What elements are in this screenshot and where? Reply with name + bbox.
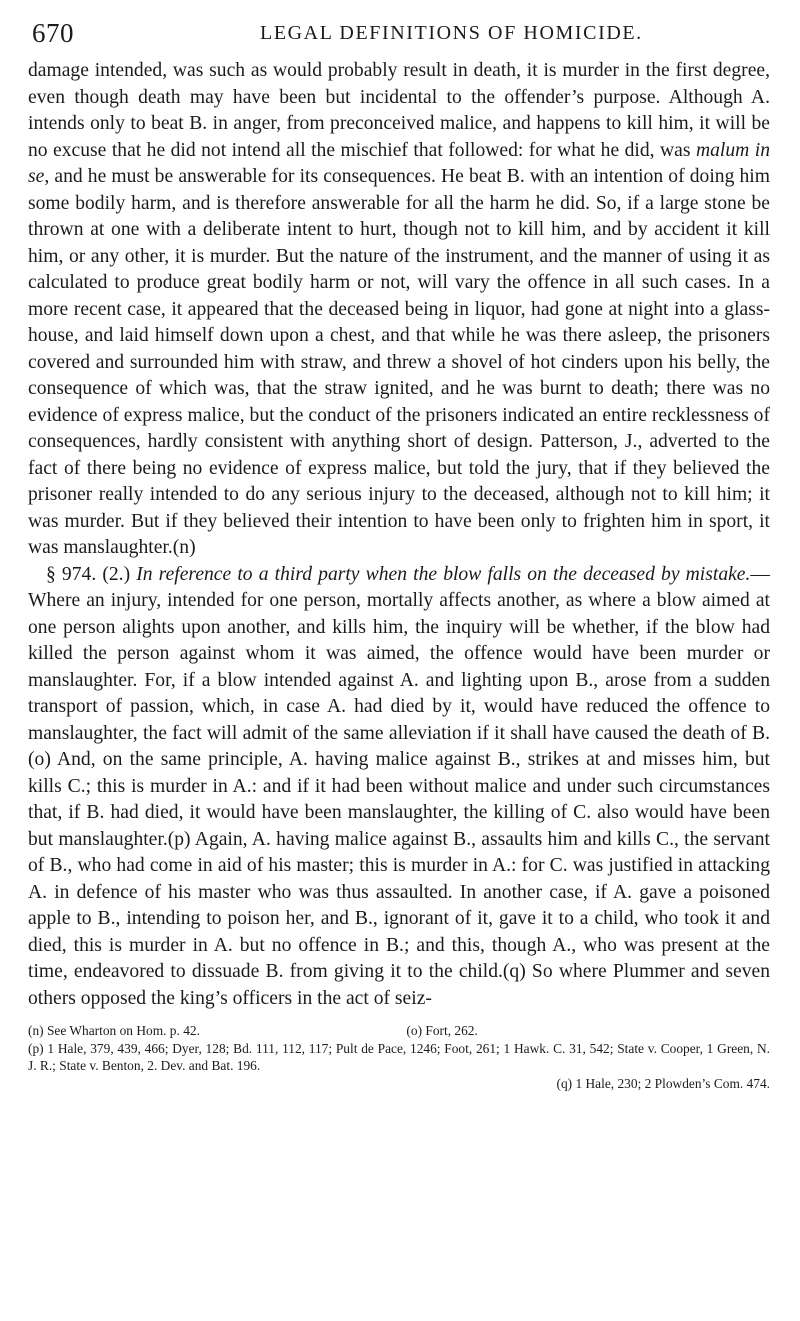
body-text	[28, 58, 770, 1012]
paragraph-1-text: damage intended, was such as would probably result in death, it is murder in the first degree, even though death may have been but incidental to the offender’s purpose. Although A. intends only to beat B. in anger, from preconceived malice, and happens to kill him, it will be no excuse that he did not intend all the mischief that followed: for what he did, was	[28, 60, 770, 161]
section-heading: In reference to a third party when the blow falls on the deceased by mistake.	[136, 563, 751, 585]
book-page	[28, 18, 770, 1092]
footnote-o: (o) Fort, 262.	[406, 1023, 478, 1038]
running-head: LEGAL DEFINITIONS OF HOMICIDE.	[260, 22, 643, 44]
page-number: 670	[32, 18, 74, 48]
paragraph-1-rest: , and he must be answerable for its consequences. He beat B. with an intention of doing him some bodily harm, and is therefore answerable for all the harm he did. So, if a large stone be thrown at one with a deliberate intent to hurt, though not to kill him, and by accident it kill him, or any other, it is murder. But the nature of the instrument, and the manner of using it as calculated to produce great bodily harm or not, will vary the offence in all such cases. In a more recent case, it appeared that the deceased being in liquor, had gone at night into a glass-house, and laid himself down upon a chest, and that while he was there asleep, the prisoners covered and surrounded him with straw, and threw a shovel of hot cinders upon his belly, the consequence of which was, that the straw ignited, and he was burnt to death; there was no evidence of express malice, but the conduct of the prisoners indicated an entire recklessness of consequences, hardly consistent with anything short of design. Patterson, J., adverted to the fact of there being no evidence of express malice, but told the jury, that if they believed the prisoner really intended to do any serious injury to the deceased, although not to kill him; it was murder. But if they believed their intention to have been only to frighten him in sport, it was manslaughter.(n)	[28, 166, 770, 558]
footnote-p: (p) 1 Hale, 379, 439, 466; Dyer, 128; Bd. 111, 112, 117; Pult de Pace, 1246; Foot, 261; 1 Hawk. C. 31, 542; State v. Cooper, 1 Green, N. J. R.; State v. Benton, 2. Dev. and Bat. 196.	[28, 1040, 770, 1073]
page-header	[28, 18, 770, 58]
footnote-n: (n) See Wharton on Hom. p. 42.	[28, 1023, 200, 1038]
latin-phrase: malum in se	[28, 139, 770, 187]
footnote-q: (q) 1 Hale, 230; 2 Plowden’s Com. 474.	[556, 1075, 770, 1091]
footnotes	[28, 1022, 770, 1092]
paragraph-1	[28, 58, 770, 562]
paragraph-2-text: —Where an injury, intended for one person, mortally affects another, as where a blow aimed at one person alights upon another, and kills him, the inquiry will be whether, if the blow had killed the person against whom it was aimed, the offence would have been murder or manslaughter. For, if a blow intended against A. and lighting upon B., arose from a sudden transport of passion, which, in case A. had died by it, would have reduced the offence to manslaughter, the fact will admit of the same alleviation if it shall have caused the death of B.(o) And, on the same principle, A. having malice against B., strikes at and misses him, but kills C.; this is murder in A.: and if it had been without malice and under such circumstances that, if B. had died, it would have been manslaughter, the killing of C. also would have been but manslaughter.(p) Again, A. having malice against B., assaults him and kills C., the servant of B., who had come in aid of his master; this is murder in A.: for C. was justified in attacking A. in defence of his master who was thus assaulted. In another case, if A. gave a poisoned apple to B., intending to poison her, and B., ignorant of it, gave it to a child, who took it and died, this is murder in A. but no offence in B.; and this, though A., who was present at the time, endeavored to dissuade B. from giving it to the child.(q) So where Plummer and seven others opposed the king’s officers in the act of seiz-	[28, 563, 771, 1009]
section-number: § 974. (2.)	[46, 563, 137, 585]
footnote-row	[28, 1022, 770, 1040]
paragraph-2	[28, 562, 770, 1013]
